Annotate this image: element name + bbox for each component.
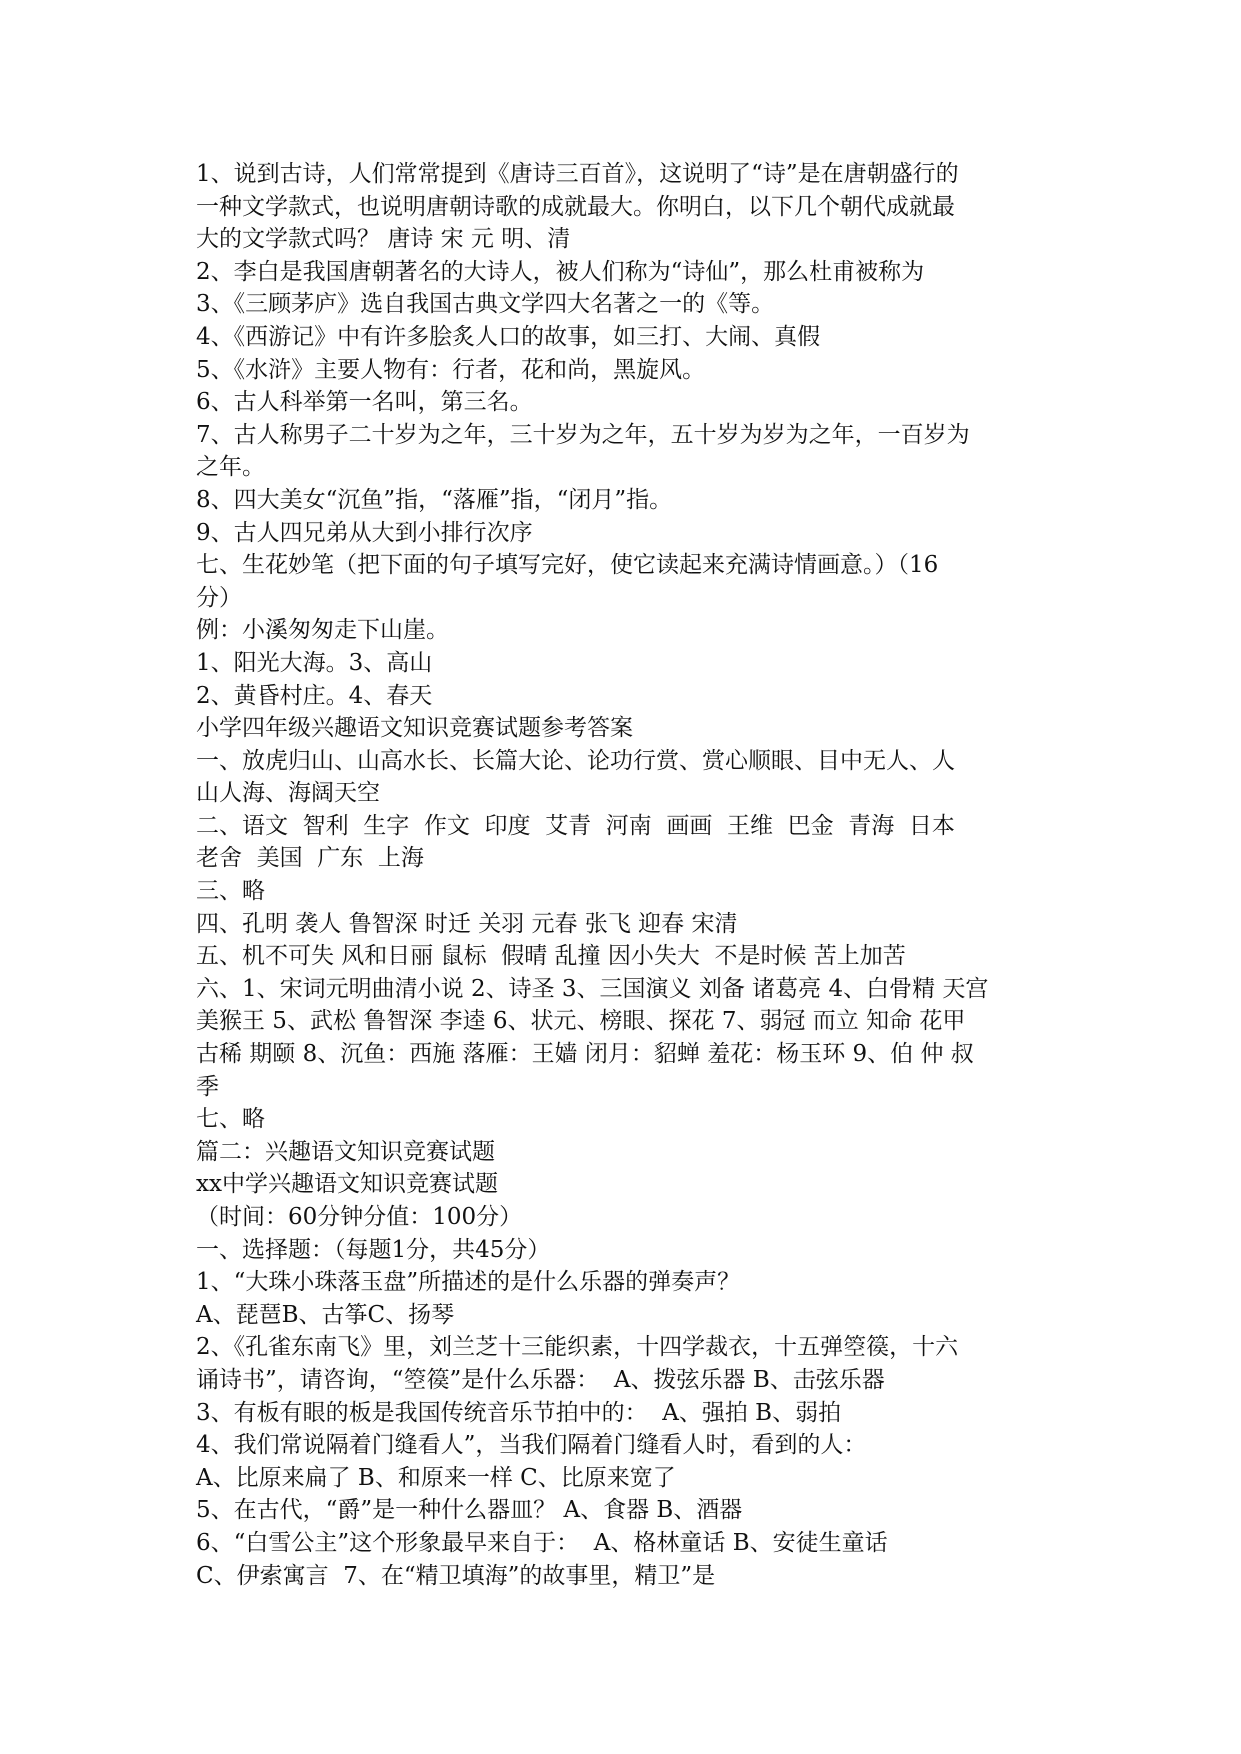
text-line: 老舍 美国 广东 上海 xyxy=(196,845,424,872)
exam-info: （时间：60分钟分值：100分） xyxy=(196,1204,523,1230)
text-line: 古稀 期颐 8、沉鱼：西施 落雁：王嫱 闭月：貂蝉 羞花：杨玉环 9、伯 仲 叔 xyxy=(196,1041,974,1068)
text-line: 五、机不可失 风和日丽 鼠标 假晴 乱撞 因小失大 不是时候 苦上加苦 xyxy=(196,943,906,970)
text-line: 8、四大美女“沉鱼”指，“落雁”指，“闭月”指。 xyxy=(196,486,673,513)
text-line: 三、略 xyxy=(196,878,265,905)
text-line: 2、黄昏村庄。4、春天 xyxy=(196,682,433,709)
answer-key-title: 小学四年级兴趣语文知识竞赛试题参考答案 xyxy=(196,715,633,742)
text-line: 1、说到古诗，人们常常提到《唐诗三百首》，这说明了“诗”是在唐朝盛行的 xyxy=(196,161,959,187)
exam-title: xx中学兴趣语文知识竞赛试题 xyxy=(196,1171,498,1198)
text-line: A、比原来扁了 B、和原来一样 C、比原来宽了 xyxy=(196,1464,676,1491)
text-line: 3、《三顾茅庐》选自我国古典文学四大名著之一的《等。 xyxy=(196,291,775,318)
text-line: 一种文学款式，也说明唐朝诗歌的成就最大。你明白，以下几个朝代成就最 xyxy=(196,193,955,220)
text-line: 7、古人称男子二十岁为之年，三十岁为之年，五十岁为岁为之年，一百岁为 xyxy=(196,421,970,448)
text-line: 山人海、海阔天空 xyxy=(196,780,380,807)
section-heading: 七、生花妙笔（把下面的句子填写完好，使它读起来充满诗情画意。）（16 xyxy=(196,552,939,579)
text-line: 2、《孔雀东南飞》里，刘兰芝十三能织素，十四学裁衣，十五弹箜篌，十六 xyxy=(196,1334,959,1361)
text-line: 七、略 xyxy=(196,1106,265,1133)
text-line: 4、《西游记》中有许多脍炙人口的故事，如三打、大闹、真假 xyxy=(196,323,821,350)
text-line: 诵诗书”，请咨询，“箜篌”是什么乐器： A、拨弦乐器 B、击弦乐器 xyxy=(196,1366,885,1393)
text-line: 美猴王 5、武松 鲁智深 李逵 6、状元、榜眼、探花 7、弱冠 而立 知命 花甲 xyxy=(196,1008,966,1035)
text-line: 大的文学款式吗？ 唐诗 宋 元 明、清 xyxy=(196,226,571,253)
section-heading: 一、选择题：（每题1分，共45分） xyxy=(196,1236,551,1263)
chapter-heading: 篇二：兴趣语文知识竞赛试题 xyxy=(196,1138,495,1165)
text-line: 之年。 xyxy=(196,454,265,481)
text-line: 2、李白是我国唐朝著名的大诗人，被人们称为“诗仙”，那么杜甫被称为 xyxy=(196,258,925,285)
text-line: 4、我们常说隔着门缝看人”，当我们隔着门缝看人时，看到的人： xyxy=(196,1432,867,1459)
text-line: 5、在古代，“爵”是一种什么器皿？ A、食器 B、酒器 xyxy=(196,1497,743,1524)
text-line: 一、放虎归山、山高水长、长篇大论、论功行赏、赏心顺眼、目中无人、人 xyxy=(196,747,955,774)
text-line: 5、《水浒》主要人物有：行者，花和尚，黑旋风。 xyxy=(196,356,706,383)
text-line: 例：小溪匆匆走下山崖。 xyxy=(196,617,449,644)
text-line: 六、1、宋词元明曲清小说 2、诗圣 3、三国演义 刘备 诸葛亮 4、白骨精 天宫 xyxy=(196,975,989,1002)
text-line: 6、“白雪公主”这个形象最早来自于： A、格林童话 B、安徒生童话 xyxy=(196,1529,888,1556)
text-line: 分） xyxy=(196,584,242,611)
text-line: 6、古人科举第一名叫，第三名。 xyxy=(196,389,533,416)
document-body xyxy=(196,158,1046,1592)
text-line: 1、“大珠小珠落玉盘”所描述的是什么乐器的弹奏声？ xyxy=(196,1269,741,1296)
text-line: A、琵琶B、古筝C、扬琴 xyxy=(196,1301,455,1328)
text-line: 季 xyxy=(196,1073,219,1100)
text-line: C、伊索寓言 7、在“精卫填海”的故事里，精卫”是 xyxy=(196,1562,716,1589)
text-line: 3、有板有眼的板是我国传统音乐节拍中的： A、强拍 B、弱拍 xyxy=(196,1399,842,1426)
text-line: 1、阳光大海。3、高山 xyxy=(196,649,433,676)
text-line: 四、孔明 袭人 鲁智深 时迁 关羽 元春 张飞 迎春 宋清 xyxy=(196,910,738,937)
text-line: 二、语文 智利 生字 作文 印度 艾青 河南 画画 王维 巴金 青海 日本 xyxy=(196,812,955,839)
text-line: 9、古人四兄弟从大到小排行次序 xyxy=(196,519,533,546)
